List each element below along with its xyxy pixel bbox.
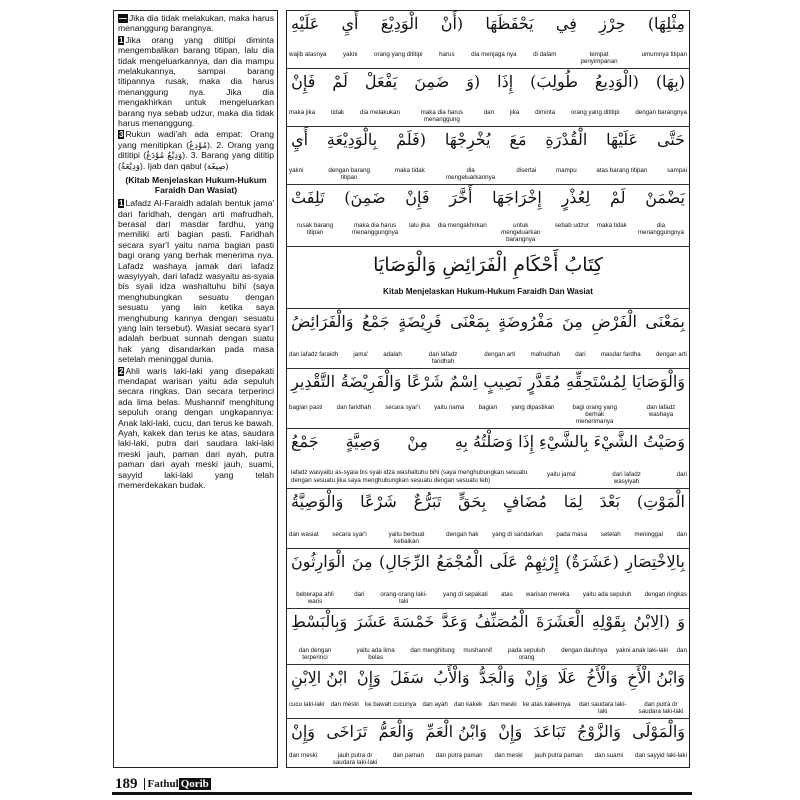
word-gloss: diminta bbox=[535, 109, 556, 116]
interlinear-row bbox=[287, 719, 689, 768]
word-gloss: maka tidak bbox=[394, 167, 425, 174]
arabic-line bbox=[291, 371, 685, 393]
arabic-line bbox=[291, 491, 685, 513]
gloss-line bbox=[289, 51, 687, 65]
arabic-word: عَلَا bbox=[557, 668, 577, 687]
arabic-word: وَالْفَرَائِضُ bbox=[291, 312, 354, 331]
word-gloss: atas barang titipan bbox=[596, 167, 648, 174]
footnote-marker: 1 bbox=[119, 35, 124, 45]
word-gloss: yaitu jama' bbox=[547, 471, 577, 478]
arabic-word: بِالْوَدِيْعَةِ bbox=[326, 130, 378, 149]
word-gloss: dan putra dr saudara laki-laki bbox=[638, 701, 684, 715]
arabic-word: وَالزَّوْجُ bbox=[576, 722, 621, 741]
word-gloss: disertai bbox=[516, 167, 537, 174]
word-gloss: maka jika bbox=[289, 109, 316, 116]
arabic-word: بِحَقٍّ bbox=[458, 492, 487, 511]
word-gloss: tempat penyimpanan bbox=[580, 51, 618, 65]
arabic-word: الرِّجَالِ) bbox=[379, 552, 430, 571]
word-gloss: dia menanggungnya bbox=[637, 222, 684, 236]
footnote-marker: 1 bbox=[119, 199, 124, 209]
arabic-word: (عَشَرَةٌ) bbox=[565, 552, 619, 571]
arabic-word: الْوَدِيْعَ bbox=[380, 14, 419, 33]
arabic-word: وَابْنُ الْعَمِّ bbox=[425, 722, 487, 741]
word-gloss: maka dia harus menanggung bbox=[420, 109, 463, 123]
arabic-word: أَيِ bbox=[341, 14, 359, 33]
arabic-word: فَإِنْ bbox=[405, 188, 430, 207]
arabic-word: بِالِاخْتِصَارِ bbox=[625, 552, 685, 571]
arabic-word: مِنَ bbox=[562, 312, 583, 331]
word-gloss: dari lafadz faridhah bbox=[428, 351, 458, 365]
arabic-word: إِرْثِهِمْ bbox=[524, 552, 559, 571]
gloss-line bbox=[289, 531, 687, 545]
arabic-word: وَ bbox=[677, 612, 685, 631]
paragraph: 2 Ahli waris laki-laki yang disepakati mendapat warisan yaitu ada sepuluh secara ringkas. Dan secara terperinci ada lima belas. Mushannif menghitung sepuluh orang dengan ungkapannya: Anak laki-laki, cucu, dan terus ke bawah. Ayah, kakek dan terus ke atas, saudara laki-laki, putra dari saudara laki-laki meski jauh, paman dari ayah, putra paman dari ayah meski jauh, suami, sayyid laki-laki yang telah memerdekakan budak. bbox=[118, 365, 274, 491]
arabic-word: وَالْجَدُّ bbox=[479, 668, 515, 687]
word-gloss: dan bbox=[676, 647, 687, 654]
footnote-marker: — bbox=[119, 14, 127, 23]
gloss-line bbox=[289, 647, 687, 661]
gloss-line bbox=[289, 701, 687, 715]
word-gloss: dan menghitung bbox=[410, 647, 455, 654]
word-gloss: lalu jika bbox=[409, 222, 430, 229]
word-gloss: di dalam bbox=[533, 51, 557, 58]
word-gloss: dari lafadz wasyiyah bbox=[612, 471, 641, 485]
gloss-line bbox=[289, 351, 687, 365]
word-gloss: yaitu ada sepuluh bbox=[582, 591, 632, 598]
word-gloss: dan ayah bbox=[422, 701, 448, 708]
arabic-word: أَخَّرَ bbox=[449, 188, 473, 207]
word-gloss: yakni anak laki-laki bbox=[616, 647, 668, 654]
arabic-word: الْمُصَنِّفُ bbox=[474, 612, 529, 631]
word-gloss: jauh putra paman bbox=[534, 752, 583, 759]
arabic-word: تَلِفَتْ bbox=[291, 188, 325, 207]
arabic-word: وَابْنُ الْأَخِ bbox=[627, 668, 685, 687]
word-gloss: bagi orang yang berhak menerimanya bbox=[572, 404, 617, 425]
word-gloss: dan paman bbox=[392, 752, 424, 759]
arabic-word: مُقَدَّرٍ bbox=[527, 372, 561, 391]
interlinear-row bbox=[287, 127, 689, 185]
arabic-word: بِمَعْنَى bbox=[450, 312, 490, 331]
word-gloss: yaitu berbuat kebaikan bbox=[388, 531, 425, 545]
word-gloss: dan wasiat bbox=[289, 531, 319, 538]
word-gloss: dan bbox=[483, 109, 495, 116]
word-gloss: dan lafadz faraidh bbox=[289, 351, 339, 358]
arabic-word: مِثْلِهَا) bbox=[647, 14, 685, 33]
arabic-word: عَلَيْهِ bbox=[291, 14, 320, 33]
arabic-word: وَالْعَمُّ bbox=[378, 722, 415, 741]
arabic-word: إِخْرَاجَهَا bbox=[492, 188, 542, 207]
chapter-title-row bbox=[287, 247, 689, 309]
arabic-word: الْفَرْضِ bbox=[591, 312, 637, 331]
arabic-word: يُخْرِجْهَا bbox=[444, 130, 491, 149]
word-gloss: untuk mengeluarkan barangnya bbox=[501, 222, 541, 243]
arabic-word: يَحْفَظَهَا bbox=[485, 14, 534, 33]
footnote-marker: 3 bbox=[119, 130, 124, 140]
word-gloss: secara syar'i bbox=[332, 531, 367, 538]
word-gloss: secara syar'i bbox=[385, 404, 420, 411]
arabic-word: لِمُسْتَحِقِّهِ bbox=[566, 372, 627, 391]
arabic-word: ابْنُ الِابْنِ bbox=[291, 668, 348, 687]
arabic-word: لَمْ bbox=[332, 72, 348, 91]
gloss-line bbox=[289, 752, 687, 766]
arabic-line bbox=[291, 129, 685, 151]
arabic-word: وَصِيَّةٍ bbox=[345, 432, 381, 451]
word-gloss: yang di sepakati bbox=[443, 591, 488, 598]
arabic-word: (الْوَدِيعُ bbox=[594, 72, 639, 91]
word-gloss: warisan mereka bbox=[525, 591, 570, 598]
interlinear-row bbox=[287, 369, 689, 429]
word-gloss: bagian pasti bbox=[289, 404, 323, 411]
gloss-line bbox=[289, 167, 687, 181]
word-gloss: mushannif bbox=[463, 647, 492, 654]
interlinear-row bbox=[287, 11, 689, 69]
word-gloss: mampu bbox=[556, 167, 577, 174]
arabic-word: عَلَيْهَا bbox=[606, 130, 639, 149]
arabic-word: (وَ bbox=[466, 72, 481, 91]
arabic-word: مِنْ bbox=[407, 432, 428, 451]
interlinear-row bbox=[287, 609, 689, 665]
word-gloss: dengan ringkas bbox=[644, 591, 687, 598]
arabic-word: بَعْدَ bbox=[599, 492, 621, 511]
paragraph: 1 Jika orang yang dititipi diminta mengembalikan barang titipan, lalu dia tidak mengeluarkannya, dan dia mampu melakukannya, sampai barang titipannya rusak, maka dia harus menanggung nya. Jika dia mengakhirkan untuk mengeluarkan barang nya sebab udzur, maka dia tidak harus menanggung. bbox=[118, 34, 274, 129]
arabic-word: وَالْوَصِيَّةُ bbox=[291, 492, 344, 511]
gloss-line bbox=[289, 404, 687, 425]
interlinear-row bbox=[287, 69, 689, 127]
arabic-word: حِرْزِ bbox=[599, 14, 626, 33]
arabic-word: مِنَ bbox=[351, 552, 373, 571]
arabic-word: ضَمِنَ) bbox=[344, 188, 386, 207]
arabic-line bbox=[291, 667, 685, 689]
arabic-word: التَّقْدِيرِ bbox=[291, 372, 336, 391]
word-gloss: yakni bbox=[289, 167, 304, 174]
arabic-word: لِمَا bbox=[563, 492, 583, 511]
word-gloss: dia mengakhirkan bbox=[437, 222, 487, 229]
word-gloss: wajib atasnya bbox=[289, 51, 327, 58]
arabic-line bbox=[291, 13, 685, 35]
word-gloss: maka tidak bbox=[596, 222, 627, 229]
word-gloss: ke bawah cucunya bbox=[364, 701, 417, 708]
arabic-line bbox=[291, 311, 685, 333]
arabic-word: نَصِيبٍ bbox=[483, 372, 523, 391]
word-gloss: dan faridhah bbox=[336, 404, 372, 411]
word-gloss: orang yang dititipi bbox=[374, 51, 423, 58]
footnote-marker: 2 bbox=[119, 366, 124, 376]
arabic-word: سَفَلَ bbox=[390, 668, 424, 687]
paragraph: — Jika dia tidak melakukan, maka harus menanggung barangnya. bbox=[118, 13, 274, 34]
arabic-word: مَعَ bbox=[509, 130, 527, 149]
interlinear-row bbox=[287, 185, 689, 247]
word-gloss: dia menjaga nya bbox=[471, 51, 517, 58]
word-gloss: dan bbox=[676, 531, 687, 538]
arabic-word: الْقُدْرَةِ bbox=[545, 130, 588, 149]
arabic-line bbox=[291, 611, 685, 633]
gloss-line bbox=[289, 591, 687, 605]
word-gloss: yakni bbox=[343, 51, 358, 58]
arabic-word: فَرِيْضَةٍ bbox=[398, 312, 442, 331]
interlinear-row bbox=[287, 489, 689, 549]
arabic-line bbox=[291, 431, 685, 453]
word-gloss: maka dia harus menanggungnya bbox=[352, 222, 399, 236]
word-gloss: dan meski bbox=[488, 701, 517, 708]
word-gloss: dan kakek bbox=[454, 701, 483, 708]
paragraph: 1 Lafadz Al-Faraidh adalah bentuk jama' dari faridhah, dengan arti mafrudhah, berasal dari masdar fardhu, yang memiliki arti bagian pasti. Faridhah secara syar'I yaitu nama bagian pasti bagi orang yang berhak menerima nya. Lafadz washaya jamak dari lafadz wasyiyyah, dari lafadz wasyaitu as-syaia bis syaii idza washaltuhu bihi (saya menghubungkan sesuatu dengan sesuatu yang lain ketika saya menghubung kannya dengan sesuatu yang lain tersebut). Wasiat secara syar'I adalah berbuat sunnah dengan suatu hak yang disandarkan pada masa setelah meninggal dunia. bbox=[118, 198, 274, 365]
word-gloss: dan lafadz washaya bbox=[646, 404, 676, 418]
word-gloss: cucu laki-laki bbox=[289, 701, 325, 708]
arabic-word: وَالْأَخُ bbox=[586, 668, 618, 687]
word-gloss: bagian bbox=[478, 404, 498, 411]
word-gloss: dengan hak bbox=[446, 531, 479, 538]
word-gloss: pada masa bbox=[556, 531, 588, 538]
arabic-word: شَرْعًا bbox=[360, 492, 397, 511]
interlinear-row bbox=[287, 429, 689, 489]
arabic-word: الْعَشَرَةَ bbox=[535, 612, 585, 631]
gloss-line bbox=[289, 222, 687, 243]
word-gloss: orang-orang laki-laki bbox=[380, 591, 428, 605]
arabic-word: شَرْعًا bbox=[407, 372, 444, 391]
arabic-word: تَبَاعَدَ bbox=[533, 722, 566, 741]
word-gloss: sampai bbox=[667, 167, 687, 174]
arabic-word: (أَنْ bbox=[440, 14, 464, 33]
word-gloss: dia melakukan bbox=[360, 109, 400, 116]
chapter-title-arabic: كِتَابُ أَحْكَامِ الْفَرَائِضِ وَالْوَصَايَا bbox=[373, 254, 603, 276]
arabic-word: الْمَوْتِ) bbox=[636, 492, 685, 511]
arabic-word: (فَلَمْ bbox=[396, 130, 426, 149]
word-gloss: dengan dauhnya bbox=[561, 647, 608, 654]
interlinear-row bbox=[287, 665, 689, 719]
book-brand: Fathul Qorib bbox=[144, 778, 211, 790]
word-gloss: adalah bbox=[383, 351, 402, 358]
page-footer bbox=[115, 774, 211, 794]
word-gloss: beberapa ahli waris bbox=[296, 591, 334, 605]
interlinear-row bbox=[287, 309, 689, 369]
arabic-word: وَالْوَصَايَا bbox=[631, 372, 685, 391]
word-gloss: harus bbox=[439, 51, 455, 58]
word-gloss: yang di sandarkan bbox=[492, 531, 543, 538]
word-gloss: dan dengan terperinci bbox=[298, 647, 332, 661]
arabic-word: وَبِالْبَسْطِ bbox=[291, 612, 348, 631]
word-gloss: jika bbox=[509, 109, 520, 116]
word-gloss: tidak bbox=[331, 109, 345, 116]
gloss-line bbox=[289, 109, 687, 123]
word-gloss: jauh putra dr saudara laki-laki bbox=[332, 752, 378, 766]
arabic-line bbox=[291, 721, 685, 743]
word-gloss: rusak barang titipan bbox=[296, 222, 334, 236]
word-gloss: meninggal bbox=[634, 531, 663, 538]
word-gloss: dengan barangnya bbox=[635, 109, 687, 116]
arabic-word: الْوَارِثُونَ bbox=[291, 552, 346, 571]
word-gloss: masdar fardha bbox=[600, 351, 641, 358]
word-gloss: umumnya titipan bbox=[641, 51, 687, 58]
word-gloss: dengan arti bbox=[655, 351, 687, 358]
word-gloss: mafrudhah bbox=[530, 351, 561, 358]
arabic-word: جَمْعُ bbox=[362, 312, 390, 331]
word-gloss: dari bbox=[354, 591, 365, 598]
arabic-line bbox=[291, 187, 685, 209]
arabic-word: ضَمِنَ bbox=[414, 72, 450, 91]
word-gloss: dari bbox=[575, 351, 586, 358]
word-gloss: ke atas kakeknya bbox=[522, 701, 571, 708]
arabic-word: بِقَوْلِهِ bbox=[591, 612, 627, 631]
word-gloss: dan putra paman bbox=[435, 752, 483, 759]
translation-column bbox=[113, 10, 278, 768]
arabic-word: بِمَعْنَى bbox=[645, 312, 685, 331]
arabic-word: وَإِنْ bbox=[356, 668, 381, 687]
arabic-word: وَإِنْ bbox=[524, 668, 549, 687]
arabic-word: لَمْ bbox=[610, 188, 626, 207]
arabic-word: وَالْفَرِيْضَةُ bbox=[340, 372, 402, 391]
arabic-word: أَيِ bbox=[291, 130, 309, 149]
arabic-word: (بِهَا) bbox=[655, 72, 685, 91]
word-gloss: yaitu nama bbox=[434, 404, 465, 411]
arabic-word: تَرَاخَى bbox=[326, 722, 368, 741]
arabic-word: يَضْمَنْ bbox=[645, 188, 685, 207]
word-gloss: dan meski bbox=[289, 752, 318, 759]
arabic-word: إِذَا bbox=[497, 72, 514, 91]
arabic-word: خَمْسَةَ عَشَرَ bbox=[354, 612, 435, 631]
word-gloss: dan sayyid laki-laki bbox=[635, 752, 687, 759]
word-gloss: jama' bbox=[353, 351, 369, 358]
word-gloss: dan meski bbox=[494, 752, 523, 759]
arabic-word: يَفْعَلْ bbox=[364, 72, 398, 91]
arabic-word: فَإِنْ bbox=[291, 72, 316, 91]
arabic-word: وَإِنْ bbox=[498, 722, 523, 741]
word-gloss: orang yang dititipi bbox=[570, 109, 620, 116]
arabic-line bbox=[291, 551, 685, 573]
arabic-word: اِسْمٌ bbox=[449, 372, 478, 391]
arabic-word: وَالْمَوْلَى bbox=[632, 722, 685, 741]
arabic-word: تَبَرُّعٌ bbox=[413, 492, 442, 511]
word-gloss: dengan barang titipan bbox=[328, 167, 370, 181]
arabic-word: وَعَدَّ bbox=[441, 612, 468, 631]
word-gloss: dengan arti bbox=[484, 351, 516, 358]
word-gloss: sebab udzur bbox=[554, 222, 589, 229]
arabic-word: لِعُذْرٍ bbox=[561, 188, 591, 207]
paragraph: 3 Rukun wadi'ah ada empat: Orang yang menitipkan (مُوْدِعٌ). 2. Orang yang dititipi (وَدِيْعٌ مُوْدَعٌ). 3. Barang yang dititip (وَدِيْعَةٌ). Ijab dan qabul (صِيغَة) bbox=[118, 129, 274, 171]
word-gloss: setelah bbox=[600, 531, 621, 538]
arabic-word: (الِابْنُ bbox=[633, 612, 670, 631]
bottom-rule bbox=[112, 792, 692, 795]
word-gloss: pada sepuluh orang bbox=[507, 647, 546, 661]
arabic-line bbox=[291, 71, 685, 93]
gloss-line bbox=[547, 471, 687, 485]
arabic-word: طُولِبَ) bbox=[530, 72, 578, 91]
arabic-word: وَالْأَبُ bbox=[433, 668, 470, 687]
arabic-word: عَلَى bbox=[489, 552, 518, 571]
word-gloss: yang dipastikan bbox=[511, 404, 555, 411]
arabic-word: مَفْرُوضَةٍ bbox=[498, 312, 554, 331]
word-gloss: dan saudara laki-laki bbox=[579, 701, 627, 715]
word-gloss: yaitu ada lima belas bbox=[356, 647, 395, 661]
word-gloss: atas bbox=[500, 591, 513, 598]
arabic-word: وَصَيْتُ الشَّيْءَ بِالشَّيْءِ إِذَا وَصَلْتُهُ بِهِ bbox=[454, 432, 685, 451]
arabic-word: حَتَّى bbox=[656, 130, 685, 149]
word-gloss: dan meski bbox=[330, 701, 359, 708]
section-heading: (Kitab Menjelaskan Hukum-Hukum Faraidh Dan Wasiat) bbox=[125, 175, 267, 196]
arabic-word: مُضَافٍ bbox=[502, 492, 547, 511]
page-number: 189 bbox=[115, 775, 138, 792]
arabic-word: فِي bbox=[555, 14, 577, 33]
interlinear-row bbox=[287, 549, 689, 609]
sentence-gloss: lafadz wasyaitu as-syaia bis syaii idza washaltuhu bihi (saya menghubungkan sesuatu dengan sesuatu jika saya menghubungkan sesuatu dengan sesuatu teb) bbox=[291, 469, 528, 484]
arabic-word: الْمُجْمَعُ bbox=[436, 552, 483, 571]
arabic-word: وَإِنْ bbox=[291, 722, 315, 741]
chapter-title-translation: Kitab Menjelaskan Hukum-Hukum Faraidh Dan Wasiat bbox=[383, 287, 593, 296]
word-gloss: dari bbox=[676, 471, 687, 478]
arabic-word: جَمْعُ bbox=[291, 432, 319, 451]
word-gloss: dan suami bbox=[594, 752, 624, 759]
word-gloss: dia mengeluarkannya bbox=[445, 167, 496, 181]
arabic-text-column bbox=[286, 10, 690, 768]
